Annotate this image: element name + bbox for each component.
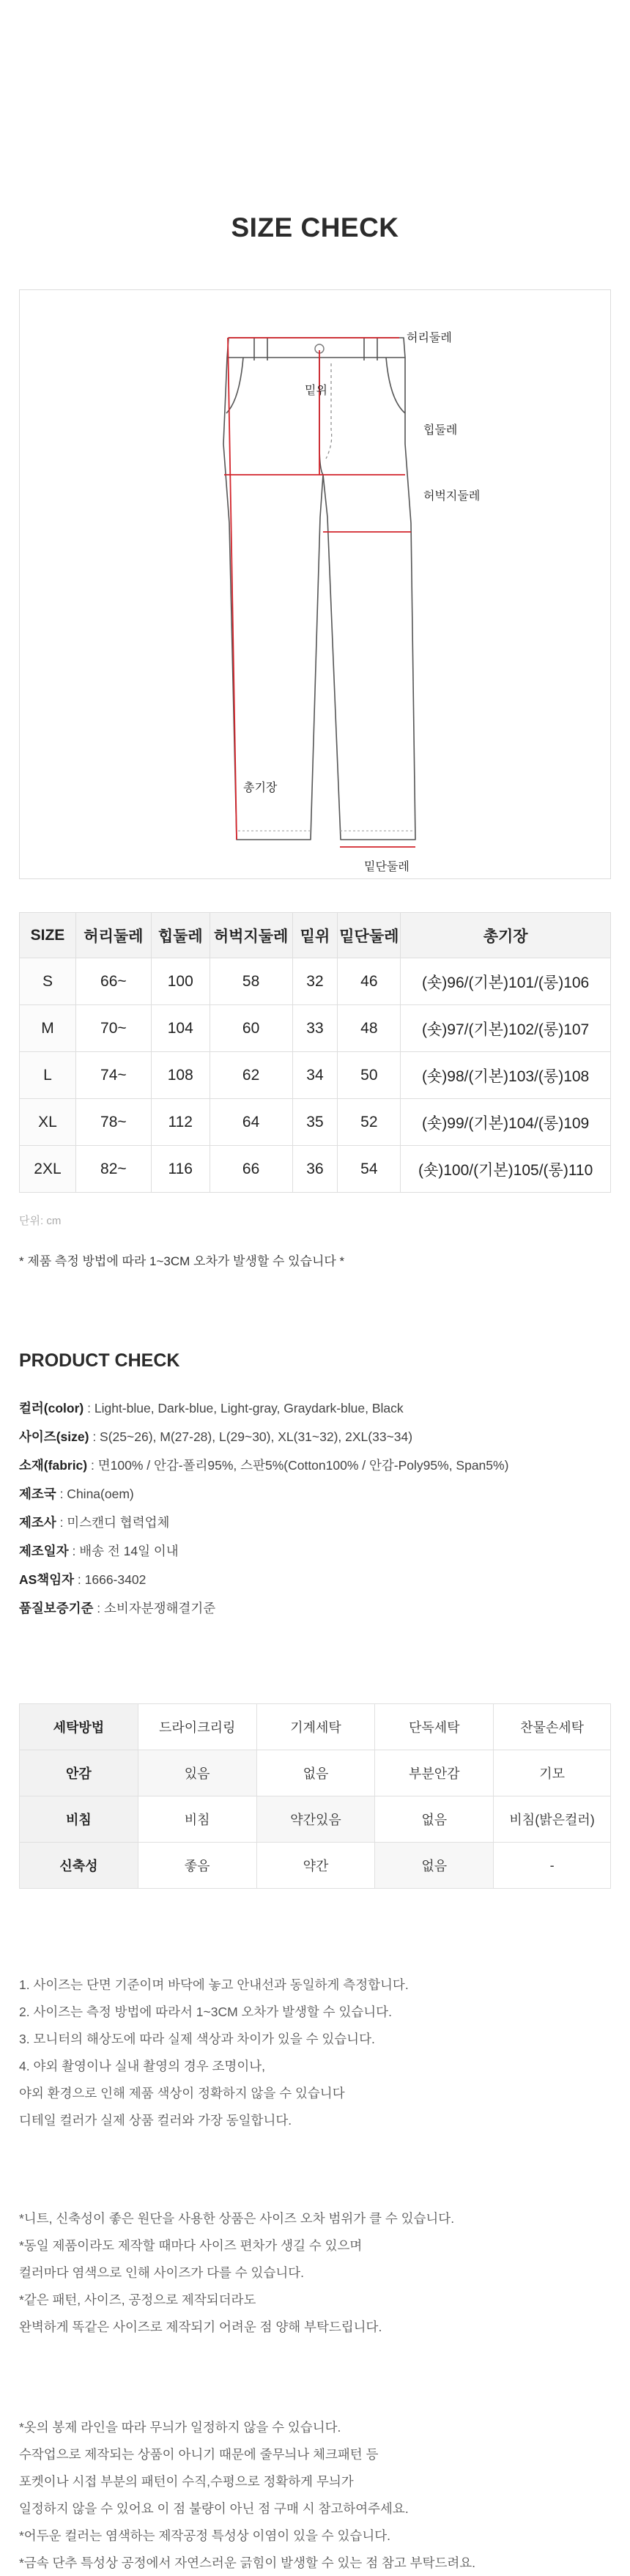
care-row-sheerness (20, 1796, 611, 1843)
care-option: 찬물손세탁 (494, 1704, 611, 1750)
hip-label: 힙둘레 (423, 424, 458, 437)
size-notes (19, 1972, 612, 2134)
product-check-title: PRODUCT CHECK (19, 1350, 180, 1371)
hem-label: 밑단둘레 (364, 861, 410, 873)
hem-header: 밑단둘레 (338, 913, 401, 958)
care-info-table (19, 1703, 611, 1889)
table-cell: (숏)96/(기본)101/(롱)106 (401, 958, 611, 1005)
product-info-value: : 배송 전 14일 이내 (68, 1544, 179, 1558)
note-line: 일정하지 않을 수 있어요 이 점 불량이 아닌 점 구매 시 참고하여주세요. (19, 2501, 409, 2516)
note-line: *동일 제품이라도 제작할 때마다 사이즈 편차가 생길 수 있으며 (19, 2238, 363, 2253)
note-line: 야외 환경으로 인해 제품 색상이 정확하지 않을 수 있습니다 (19, 2086, 345, 2101)
size-cell: XL (20, 1099, 76, 1146)
care-option: 비침 (138, 1796, 256, 1843)
table-cell: 82~ (75, 1146, 151, 1193)
table-cell: (숏)97/(기본)102/(롱)107 (401, 1005, 611, 1052)
product-info-label: 컬러(color) (19, 1401, 84, 1415)
table-cell: 74~ (75, 1052, 151, 1099)
note-line: 수작업으로 제작되는 상품이 아니기 때문에 줄무늬나 체크패턴 등 (19, 2447, 379, 2462)
rise-label: 밑위 (305, 385, 327, 397)
note-line: *같은 패턴, 사이즈, 공정으로 제작되더라도 (19, 2292, 256, 2307)
care-option-selected: 약간있음 (256, 1796, 375, 1843)
note-line: 2. 사이즈는 측정 방법에 따라서 1~3CM 오차가 발생할 수 있습니다. (19, 2005, 392, 2019)
pants-measurement-diagram (19, 289, 611, 879)
table-row (20, 958, 611, 1005)
note-line: 디테일 컬러가 실제 상품 컬러와 가장 동일합니다. (19, 2113, 292, 2128)
product-info-list (19, 1394, 612, 1623)
note-line: *니트, 신축성이 좋은 원단을 사용한 상품은 사이즈 오차 범위가 클 수 있습니다. (19, 2211, 455, 2226)
table-row (20, 1146, 611, 1193)
product-info-value: : China(oem) (56, 1487, 134, 1501)
care-option: 부분안감 (375, 1750, 494, 1796)
product-info-manufacturer (19, 1509, 612, 1537)
table-cell: 50 (338, 1052, 401, 1099)
table-cell: 100 (151, 958, 210, 1005)
thigh-label: 허벅지둘레 (423, 490, 481, 503)
table-cell: 78~ (75, 1099, 151, 1146)
product-info-fabric (19, 1451, 612, 1480)
care-option: 약간 (256, 1843, 375, 1889)
unit-note: 단위: cm (19, 1215, 62, 1227)
product-info-label: 품질보증기준 (19, 1601, 94, 1615)
size-cell: 2XL (20, 1146, 76, 1193)
product-info-value: : S(25~26), M(27-28), L(29~30), XL(31~32), 2XL(33~34) (89, 1429, 413, 1444)
table-cell: 112 (151, 1099, 210, 1146)
table-cell: 48 (338, 1005, 401, 1052)
care-row-label: 세탁방법 (20, 1704, 138, 1750)
table-cell: (숏)100/(기본)105/(롱)110 (401, 1146, 611, 1193)
table-row (20, 1099, 611, 1146)
table-cell: 32 (292, 958, 338, 1005)
product-info-as-contact (19, 1566, 612, 1594)
care-option-selected: 없음 (375, 1843, 494, 1889)
product-info-quality-standard (19, 1594, 612, 1623)
table-cell: 64 (210, 1099, 292, 1146)
table-row (20, 1005, 611, 1052)
product-info-label: 소재(fabric) (19, 1458, 88, 1473)
product-info-value: : 면100% / 안감-폴리95%, 스판5%(Cotton100% / 안감-Poly95%, Span5%) (87, 1458, 509, 1473)
care-option: 비침(밝은컬러) (494, 1796, 611, 1843)
product-info-label: 제조일자 (19, 1544, 69, 1558)
total-length-label: 총기장 (243, 782, 278, 794)
care-row-stretch (20, 1843, 611, 1889)
care-option: 기모 (494, 1750, 611, 1796)
waist-header: 허리둘레 (75, 913, 151, 958)
note-line: *금속 단추 특성상 공정에서 자연스러운 긁힘이 발생할 수 있는 점 참고 부탁드려요. (19, 2555, 476, 2570)
care-row-washing (20, 1704, 611, 1750)
table-cell: 108 (151, 1052, 210, 1099)
care-row-lining (20, 1750, 611, 1796)
table-cell: 70~ (75, 1005, 151, 1052)
fabric-notes (19, 2205, 612, 2341)
product-info-color (19, 1394, 612, 1423)
note-line: 3. 모니터의 해상도에 따라 실제 색상과 차이가 있을 수 있습니다. (19, 2032, 375, 2046)
care-option-selected: 있음 (138, 1750, 256, 1796)
table-cell: 33 (292, 1005, 338, 1052)
size-cell: L (20, 1052, 76, 1099)
note-line: 완벽하게 똑같은 사이즈로 제작되기 어려운 점 양해 부탁드립니다. (19, 2320, 382, 2334)
product-info-manufacture-date (19, 1537, 612, 1566)
hip-header: 힙둘레 (151, 913, 210, 958)
note-line: 포켓이나 시접 부분의 패턴이 수직,수평으로 정확하게 무늬가 (19, 2474, 354, 2489)
table-cell: 36 (292, 1146, 338, 1193)
table-cell: 54 (338, 1146, 401, 1193)
care-option: 좋음 (138, 1843, 256, 1889)
product-info-label: 사이즈(size) (19, 1429, 89, 1444)
care-option: 없음 (256, 1750, 375, 1796)
table-cell: 104 (151, 1005, 210, 1052)
product-info-label: 제조사 (19, 1515, 56, 1530)
note-line: *어두운 컬러는 염색하는 제작공정 특성상 이염이 있을 수 있습니다. (19, 2528, 391, 2543)
size-table (19, 912, 611, 1193)
product-info-label: AS책임자 (19, 1572, 75, 1587)
note-line: 1. 사이즈는 단면 기준이며 바닥에 놓고 안내선과 동일하게 측정합니다. (19, 1977, 409, 1992)
waist-label: 허리둘레 (407, 332, 452, 344)
size-cell: M (20, 1005, 76, 1052)
size-header: SIZE (20, 913, 76, 958)
table-cell: 58 (210, 958, 292, 1005)
table-cell: 52 (338, 1099, 401, 1146)
table-cell: 116 (151, 1146, 210, 1193)
size-cell: S (20, 958, 76, 1005)
care-option: 기계세탁 (256, 1704, 375, 1750)
table-row (20, 1052, 611, 1099)
thigh-header: 허벅지둘레 (210, 913, 292, 958)
care-row-label: 비침 (20, 1796, 138, 1843)
care-option: 단독세탁 (375, 1704, 494, 1750)
total-length-header: 총기장 (401, 913, 611, 958)
product-info-value: : Light-blue, Dark-blue, Light-gray, Graydark-blue, Black (84, 1401, 404, 1415)
product-info-value: : 미스캔디 협력업체 (56, 1515, 170, 1530)
note-line: 4. 야외 촬영이나 실내 촬영의 경우 조명이나, (19, 2059, 266, 2073)
pattern-notes (19, 2414, 612, 2576)
product-info-value: : 1666-3402 (74, 1572, 147, 1587)
table-cell: (숏)99/(기본)104/(롱)109 (401, 1099, 611, 1146)
product-info-country (19, 1480, 612, 1509)
note-line: 컬러마다 염색으로 인해 사이즈가 다를 수 있습니다. (19, 2265, 305, 2280)
table-cell: (숏)98/(기본)103/(롱)108 (401, 1052, 611, 1099)
product-info-size (19, 1423, 612, 1451)
care-option: - (494, 1843, 611, 1889)
table-cell: 46 (338, 958, 401, 1005)
measurement-note: * 제품 측정 방법에 따라 1~3CM 오차가 발생할 수 있습니다 * (19, 1254, 345, 1268)
pants-illustration (20, 290, 612, 880)
care-option: 없음 (375, 1796, 494, 1843)
product-info-value: : 소비자분쟁해결기준 (93, 1601, 216, 1615)
table-cell: 62 (210, 1052, 292, 1099)
rise-header: 밑위 (292, 913, 338, 958)
table-cell: 66 (210, 1146, 292, 1193)
table-cell: 35 (292, 1099, 338, 1146)
table-cell: 60 (210, 1005, 292, 1052)
table-cell: 34 (292, 1052, 338, 1099)
care-row-label: 신축성 (20, 1843, 138, 1889)
care-option: 드라이크리링 (138, 1704, 256, 1750)
note-line: *옷의 봉제 라인을 따라 무늬가 일정하지 않을 수 있습니다. (19, 2420, 341, 2435)
table-cell: 66~ (75, 958, 151, 1005)
care-row-label: 안감 (20, 1750, 138, 1796)
product-info-label: 제조국 (19, 1487, 56, 1501)
size-table-header-row (20, 913, 611, 958)
size-check-title: SIZE CHECK (231, 212, 399, 243)
